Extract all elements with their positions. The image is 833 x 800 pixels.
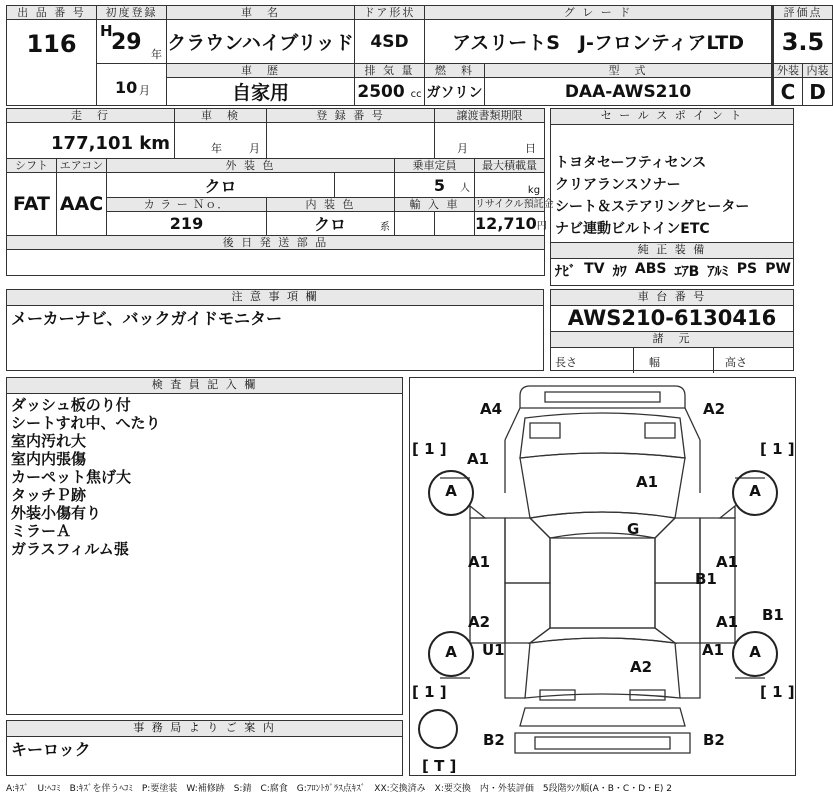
office-label: 事 務 局 よ り ご 案 内 <box>7 721 402 737</box>
damage-a1-lf: A1 <box>468 553 491 571</box>
insp-year-unit: 年 <box>211 142 223 155</box>
grade-value: アスリートS J-フロンティアLTD <box>425 20 773 64</box>
damage-a1-rr: A1 <box>716 613 739 631</box>
equipment-list <box>555 261 791 281</box>
width-label: 幅 <box>649 356 660 369</box>
color-no-label: カ ラ ー Ｎｏ． <box>107 198 267 212</box>
recycle-cell <box>475 212 545 236</box>
tire-fr-grade: A <box>749 482 761 500</box>
inspection-cell <box>175 123 267 159</box>
fuel-label: 燃 料 <box>425 64 485 78</box>
office-box <box>6 720 403 776</box>
kg-unit: kg <box>527 185 541 196</box>
import-value <box>395 212 435 236</box>
ext-color-extra <box>335 173 395 198</box>
model-code-value: DAA-AWS210 <box>485 78 773 106</box>
model-code-label: 型 式 <box>485 64 773 78</box>
notes-box <box>6 289 544 371</box>
capacity-label: 乗車定員 <box>395 159 475 173</box>
door-type: 4SD <box>355 20 425 64</box>
damage-legend: A:ｷｽﾞ U:ﾍｺﾐ B:ｷｽﾞを伴うﾍｺﾐ P:要塗装 W:補修跡 S:錆 C:腐食 G:ﾌﾛﾝﾄｶﾞﾗｽ点ｷｽﾞ XX:交換済み X:要交換 内・外装評価 5段階ﾗﾝｸ順(A・B・C・D・E) 2 <box>6 784 672 794</box>
exterior-label: 外装 <box>773 64 803 78</box>
displacement-label: 排 気 量 <box>355 64 425 78</box>
color-no-value: 219 <box>107 212 267 236</box>
equipment-item: ﾅﾋﾞ <box>555 264 576 280</box>
tire-rear-left <box>428 631 474 677</box>
shift-value: FAT <box>7 173 57 236</box>
score-label: 評価点 <box>773 6 833 20</box>
inspection-label: 車 検 <box>175 109 267 123</box>
exterior-value: C <box>773 78 803 106</box>
damage-a1-rr2: A1 <box>702 641 725 659</box>
equipment-item: ｶﾜ <box>612 264 627 280</box>
vehicle-info-table <box>6 5 833 106</box>
chassis-box <box>550 289 794 371</box>
damage-b2-left: B2 <box>483 731 505 749</box>
score-value: 3.5 <box>773 20 833 64</box>
era-label: H <box>100 22 113 40</box>
inspector-note-item: ミラーＡ <box>11 522 72 540</box>
month-value: 10 <box>115 78 138 97</box>
tire-fl-grade: A <box>445 482 457 500</box>
ext-color-value: クロ <box>107 173 335 198</box>
tire-rl-grade: A <box>445 643 457 661</box>
tread-rear-right: [ 1 ] <box>760 683 795 701</box>
insp-month-unit: 月 <box>249 142 261 155</box>
specs-divider-1 <box>633 348 634 373</box>
interior-label: 内装 <box>803 64 833 78</box>
inspector-note-item: シートすれ中、へたり <box>11 414 161 432</box>
equipment-item: ｴｱB <box>674 264 700 280</box>
tire-rr-grade: A <box>749 643 761 661</box>
kei-unit: 系 <box>380 222 391 233</box>
person-unit: 人 <box>460 182 471 194</box>
equipment-label: 純 正 装 備 <box>551 242 793 259</box>
damage-b2-right: B2 <box>703 731 725 749</box>
sales-points-label: セ ー ル ス ポ イ ン ト <box>551 109 793 125</box>
first-reg-month <box>97 64 167 106</box>
chassis-value: AWS210-6130416 <box>551 306 793 332</box>
reg-no-label: 登 録 番 号 <box>267 109 435 123</box>
transfer-due-label: 譲渡書類期限 <box>435 109 545 123</box>
office-value: キーロック <box>11 740 91 759</box>
details-table <box>6 108 554 276</box>
inspector-note-item: ガラスフィルム張 <box>11 540 129 558</box>
equipment-item: TV <box>584 261 605 277</box>
import-label: 輸 入 車 <box>395 198 475 212</box>
car-name-label: 車 名 <box>167 6 355 20</box>
max-load-label: 最大積載量 <box>475 159 545 173</box>
damage-a2-top: A2 <box>703 400 726 418</box>
int-color-label: 内 装 色 <box>267 198 395 212</box>
sales-points-list <box>551 125 793 240</box>
tire-rear-right <box>732 631 778 677</box>
notes-label: 注 意 事 項 欄 <box>7 290 543 306</box>
int-color-cell <box>267 212 395 236</box>
specs-row <box>551 348 793 373</box>
mileage-label: 走 行 <box>7 109 175 123</box>
damage-a1-rf: A1 <box>716 553 739 571</box>
damage-a2-lr: A2 <box>468 613 491 631</box>
damage-b1-r: B1 <box>695 570 717 588</box>
sales-points-box <box>550 108 794 286</box>
int-color-value: クロ <box>314 215 347 234</box>
grade-label: グ レ ー ド <box>425 6 773 20</box>
notes-value: メーカーナビ、バックガイドモニター <box>11 309 283 328</box>
inspector-note-item: タッチＰ跡 <box>11 486 87 504</box>
damage-a1-fl: A1 <box>467 450 490 468</box>
lot-number: 116 <box>7 20 97 106</box>
yen-unit: 円 <box>536 221 547 232</box>
sales-point-item: ナビ連動ビルトインETC <box>555 221 710 237</box>
transfer-due-cell <box>435 123 545 159</box>
year-unit: 年 <box>151 48 162 61</box>
equipment-item: ABS <box>634 261 667 277</box>
inspector-note-item: カーペット焦げ大 <box>11 468 132 486</box>
inspector-note-item: 外装小傷有り <box>11 504 102 522</box>
inspector-list <box>7 394 402 558</box>
reg-no-value <box>267 123 435 159</box>
damage-g: G <box>627 520 640 538</box>
damage-a1-hood: A1 <box>636 473 659 491</box>
year-value: 29 <box>111 30 142 55</box>
inspector-box <box>6 377 403 715</box>
capacity-cell <box>395 173 475 198</box>
capacity-value: 5 <box>433 175 445 195</box>
chassis-label: 車 台 番 号 <box>551 290 793 306</box>
sales-point-item: トヨタセーフティセンス <box>555 155 707 171</box>
shift-label: シフト <box>7 159 57 173</box>
tire-front-left <box>428 470 474 516</box>
aircon-label: エアコン <box>57 159 107 173</box>
mileage-value: 177,101 <box>51 133 133 154</box>
damage-u1: U1 <box>482 641 505 659</box>
due-day-unit: 日 <box>525 142 537 155</box>
displacement-cell <box>355 78 425 106</box>
sales-point-item: シート＆ステアリングヒーター <box>555 199 750 215</box>
car-name: クラウンハイブリッド <box>167 20 355 64</box>
tread-front-left: [ 1 ] <box>412 440 447 458</box>
tread-spare: [ T ] <box>422 757 457 775</box>
inspector-note-item: 室内汚れ大 <box>11 432 87 450</box>
mileage-cell <box>7 123 175 159</box>
car-diagram <box>409 377 796 776</box>
recycle-value: 12,710 <box>475 214 537 233</box>
damage-a4: A4 <box>480 400 503 418</box>
first-reg-year <box>97 20 167 64</box>
equipment-item: PS <box>736 261 758 277</box>
car-outline <box>410 378 795 775</box>
length-label: 長さ <box>555 356 577 369</box>
history-value: 自家用 <box>167 78 355 106</box>
equipment-item: PW <box>765 261 791 277</box>
tread-front-right: [ 1 ] <box>760 440 795 458</box>
specs-label: 諸 元 <box>551 332 793 348</box>
later-parts-value <box>7 250 545 276</box>
import-extra <box>435 212 475 236</box>
later-parts-label: 後 日 発 送 部 品 <box>7 236 545 250</box>
max-load-cell <box>475 173 545 198</box>
month-unit: 月 <box>139 84 150 97</box>
tire-front-right <box>732 470 778 516</box>
specs-divider-2 <box>713 348 714 373</box>
fuel-value: ガソリン <box>425 78 485 106</box>
lot-no-label: 出 品 番 号 <box>7 6 97 20</box>
cc-unit: cc <box>410 88 422 100</box>
inspector-note-item: 室内内張傷 <box>11 450 87 468</box>
damage-a2-trunk: A2 <box>630 658 653 676</box>
due-month-unit: 月 <box>457 142 469 155</box>
aircon-value: AAC <box>57 173 107 236</box>
recycle-label: リサイクル預託金 <box>475 199 554 210</box>
ext-color-label: 外 装 色 <box>107 159 395 173</box>
tread-rear-left: [ 1 ] <box>412 683 447 701</box>
km-unit: km <box>139 133 171 154</box>
height-label: 高さ <box>725 356 747 369</box>
first-reg-label: 初度登録 <box>97 6 167 20</box>
displacement-value: 2500 <box>357 81 405 102</box>
sales-point-item: クリアランスソナー <box>555 177 681 193</box>
inspector-label: 検 査 員 記 入 欄 <box>7 378 402 394</box>
interior-value: D <box>803 78 833 106</box>
inspector-note-item: ダッシュ板のり付 <box>11 396 131 414</box>
spare-tire <box>418 709 458 749</box>
equipment-item: ｱﾙﾐ <box>707 264 729 280</box>
damage-b1-side: B1 <box>762 606 784 624</box>
door-label: ドア形状 <box>355 6 425 20</box>
history-label: 車 歴 <box>167 64 355 78</box>
